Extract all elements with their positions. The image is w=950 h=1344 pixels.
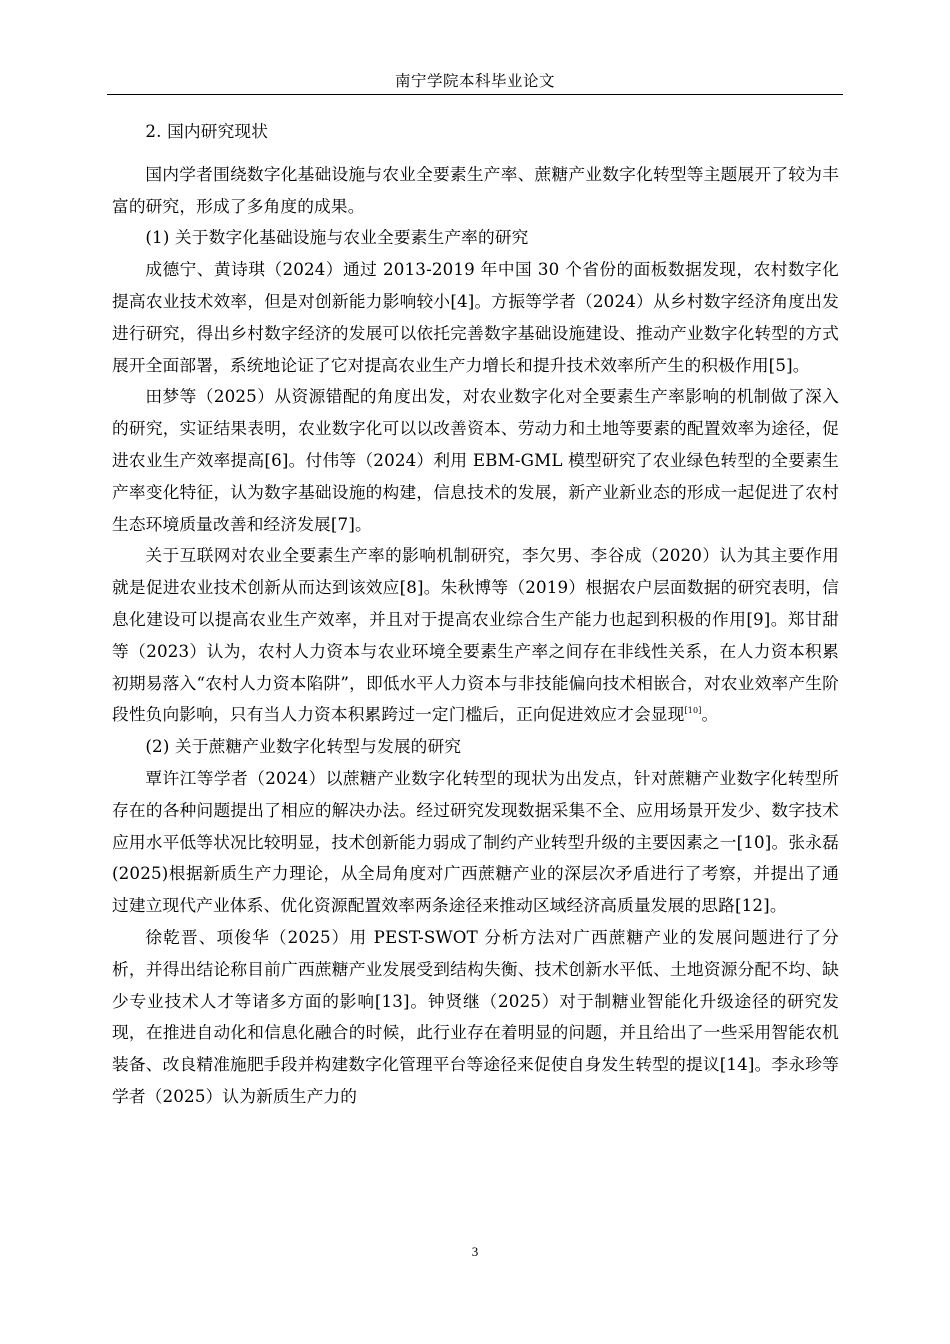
header-title: 南宁学院本科毕业论文 [394,72,555,90]
paragraph-tail: 。 [701,704,719,725]
paragraph: 成德宁、黄诗琪（2024）通过 2013-2019 年中国 30 个省份的面板数据发现，农村数字化提高农业技术效率，但是对创新能力影响较小[4]。方振等学者（2024）从乡村数字经济角度出发进行研究，得出乡村数字经济的发展可以依托完善数字基础设施建设、推动产业数字化转型的方式展开全面部署，系统地论证了它对提高农业生产力增长和提升技术效率所产生的积极作用[5]。 [112,259,839,375]
body-text [112,116,839,1113]
page-number: 3 [471,1244,479,1259]
subsection-heading: (1) 关于数字化基础设施与农业全要素生产率的研究 [145,227,529,248]
section-heading: 2. 国内研究现状 [145,121,269,141]
citation-superscript: [10] [684,706,702,716]
paragraph: 徐乾晋、项俊华（2025）用 PEST-SWOT 分析方法对广西蔗糖产业的发展问题进行了分析，并得出结论称目前广西蔗糖产业发展受到结构失衡、技术创新水平低、土地资源分配不均、缺少专业技术人才等诸多方面的影响[13]。钟贤继（2025）对于制糖业智能化升级途径的研究发现，在推进自动化和信息化融合的时候，此行业存在着明显的问题，并且给出了一些采用智能农机装备、改良精准施肥手段并构建数字化管理平台等途径来促使自身发生转型的提议[14]。李永珍等学者（2025）认为新质生产力的 [112,926,839,1106]
paragraph: 国内学者围绕数字化基础设施与农业全要素生产率、蔗糖产业数字化转型等主题展开了较为丰富的研究，形成了多角度的成果。 [112,163,839,216]
paragraph: 田梦等（2025）从资源错配的角度出发，对农业数字化对全要素生产率影响的机制做了深入的研究，实证结果表明，农业数字化可以以改善资本、劳动力和土地等要素的配置效率为途径，促进农业生产效率提高[6]。付伟等（2024）利用 EBM-GML 模型研究了农业绿色转型的全要素生产率变化特征，认为数字基础设施的构建，信息技术的发展，新产业新业态的形成一起促进了农村生态环境质量改善和经济发展[7]。 [112,386,839,534]
paragraph: 覃许江等学者（2024）以蔗糖产业数字化转型的现状为出发点，针对蔗糖产业数字化转型所存在的各种问题提出了相应的解决办法。经过研究发现数据采集不全、应用场景开发少、数字技术应用水平低等状况比较明显，技术创新能力弱成了制约产业转型升级的主要因素之一[10]。张永磊(2025)根据新质生产力理论，从全局角度对广西蔗糖产业的深层次矛盾进行了考察，并提出了通过建立现代产业体系、优化资源配置效率两条途径来推动区域经济高质量发展的思路[12]。 [112,767,839,916]
paragraph-text: 关于互联网对农业全要素生产率的影响机制研究，李欠男、李谷成（2020）认为其主要作用就是促进农业技术创新从而达到该效应[8]。朱秋博等（2019）根据农户层面数据的研究表明，信息化建设可以提高农业生产效率，并且对于提高农业综合生产能力也起到积极的作用[9]。郑甘甜等（2023）认为，农村人力资本与农业环境全要素生产率之间存在非线性关系，在人力资本积累初期易落入“农村人力资本陷阱”，即低水平人力资本与非技能偏向技术相嵌合，对农业效率产生阶段性负向影响，只有当人力资本积累跨过一定门槛后，正向促进效应才会显现 [112,545,839,725]
subsection-heading: (2) 关于蔗糖产业数字化转型与发展的研究 [145,736,462,757]
running-header [107,68,843,95]
paragraph [112,540,839,731]
